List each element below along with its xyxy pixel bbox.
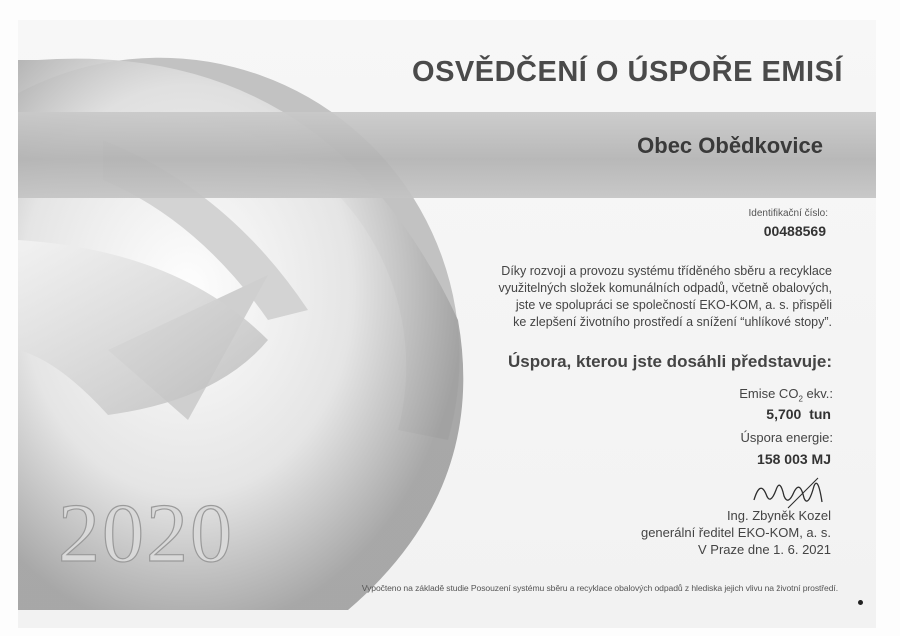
signer-name: Ing. Zbyněk Kozel [726,508,831,523]
savings-summary: Úspora, kterou jste dosáhli představuje: [507,352,832,371]
emission-label-text: Emise CO [739,386,799,401]
place-date: V Praze dne 1. 6. 2021 [698,542,831,557]
energy-value: 158 003 MJ [757,451,831,467]
municipality-name: Obec Obědkovice [637,133,823,158]
body-line: ke zlepšení životního prostředí a snížení “uhlíkové stopy”. [513,315,832,329]
body-line: jste ve spolupráci se společností EKO-KOM, a. s. přispěli [515,298,832,312]
emission-label-suffix: ekv.: [802,386,833,401]
emission-label [18,386,833,404]
id-value: 00488569 [763,223,826,239]
body-line: Díky rozvoji a provozu systému tříděného sběru a recyklace [501,264,832,278]
certificate-title: OSVĚDČENÍ O ÚSPOŘE EMISÍ [412,56,843,88]
year-label: 2020 [58,487,234,580]
emission-value: 5,700 tun [766,406,831,422]
signature [748,472,828,512]
emission-label-subscript: 2 [798,394,803,404]
certificate-body [458,263,832,331]
body-line: využitelných složek komunálních odpadů, včetně obalových, [498,281,832,295]
footnote: Vypočteno na základě studie Posouzení systému sběru a recyklace obalových odpadů z hlediska jejich vlivu na životní prostředí. [361,583,838,593]
energy-label: Úspora energie: [740,430,833,445]
scan-speck [858,600,863,605]
signer-role: generální ředitel EKO-KOM, a. s. [640,525,831,540]
id-label: Identifikační číslo: [748,208,828,219]
certificate-page [18,20,876,628]
